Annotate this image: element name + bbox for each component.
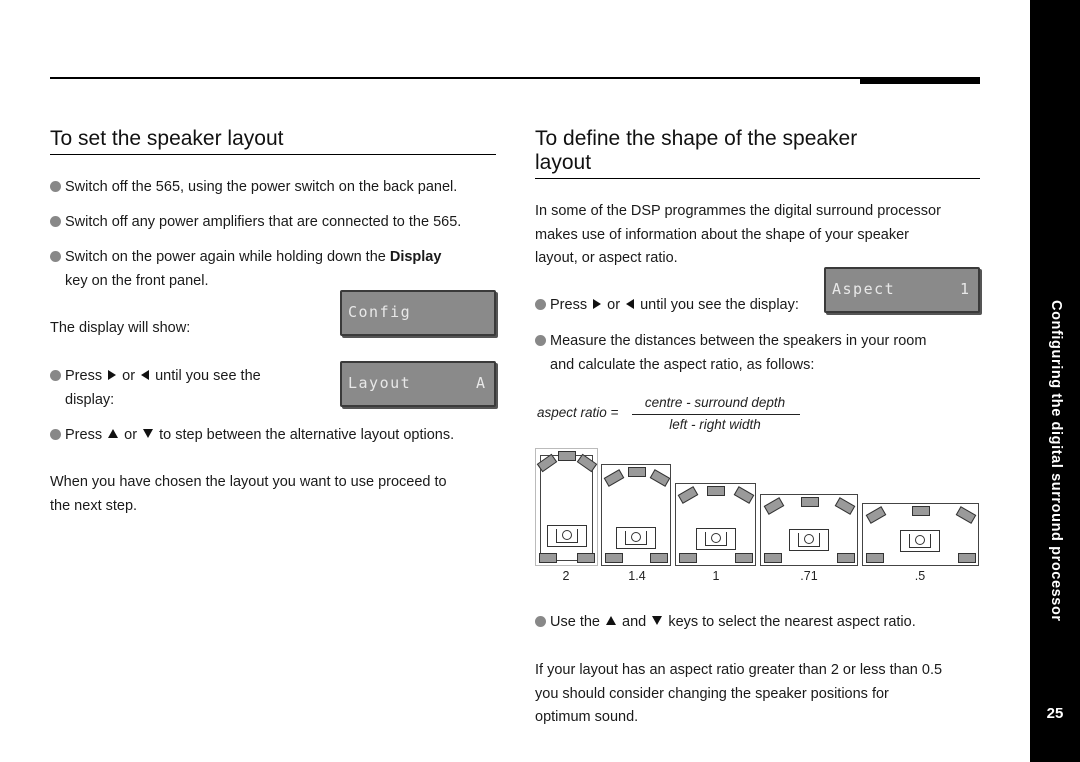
front-right-speaker bbox=[650, 469, 671, 487]
lcd-layout-display: Layout A bbox=[340, 361, 496, 407]
ratio-label: .5 bbox=[914, 569, 926, 583]
left-heading: To set the speaker layout bbox=[50, 127, 284, 150]
ratio-label: .71 bbox=[800, 569, 818, 583]
lcd-config-display: Config bbox=[340, 290, 496, 336]
bullet-icon bbox=[50, 429, 61, 440]
room-ratio-0-5 bbox=[862, 503, 979, 566]
right-heading-rule bbox=[535, 178, 980, 179]
step-press-aspect: Press or until you see the display: bbox=[535, 294, 799, 318]
surround-right-speaker bbox=[650, 553, 668, 563]
front-right-speaker bbox=[835, 497, 856, 515]
listener-seat bbox=[616, 527, 656, 549]
step-use-keys: Use the and keys to select the nearest aspect ratio. bbox=[535, 611, 916, 635]
centre-speaker bbox=[558, 451, 576, 461]
surround-left-speaker bbox=[679, 553, 697, 563]
lcd-aspect-display: Aspect 1 bbox=[824, 267, 980, 313]
listener-seat bbox=[547, 525, 587, 547]
up-arrow-icon bbox=[606, 616, 616, 625]
top-rule bbox=[50, 77, 980, 79]
step-press-layout: Press or until you see the display: bbox=[50, 365, 330, 412]
formula-denominator: left - right width bbox=[669, 417, 761, 432]
right-heading: To define the shape of the speaker layout bbox=[535, 127, 858, 174]
page-number: 25 bbox=[1046, 705, 1064, 722]
bullet-icon bbox=[50, 370, 61, 381]
right-arrow-icon bbox=[108, 370, 116, 380]
room-ratio-1 bbox=[675, 483, 756, 566]
surround-left-speaker bbox=[539, 553, 557, 563]
front-right-speaker bbox=[956, 506, 977, 524]
listener-seat bbox=[696, 528, 736, 550]
step-press-up-down: Press or to step between the alternative layout options. bbox=[50, 424, 454, 448]
room-ratio-2 bbox=[535, 448, 598, 566]
step-switch-off-amps: Switch off any power amplifiers that are connected to the 565. bbox=[50, 211, 461, 235]
listener-seat bbox=[789, 529, 829, 551]
ratio-label: 1 bbox=[712, 569, 720, 583]
room-ratio-1-4 bbox=[601, 464, 671, 566]
front-left-speaker bbox=[866, 506, 887, 524]
display-will-show: The display will show: bbox=[50, 320, 191, 336]
down-arrow-icon bbox=[143, 429, 153, 438]
surround-right-speaker bbox=[958, 553, 976, 563]
surround-right-speaker bbox=[837, 553, 855, 563]
step-switch-off-565: Switch off the 565, using the power switch on the back panel. bbox=[50, 176, 457, 200]
surround-right-speaker bbox=[735, 553, 753, 563]
right-arrow-icon bbox=[593, 299, 601, 309]
bullet-icon bbox=[50, 216, 61, 227]
left-arrow-icon bbox=[626, 299, 634, 309]
bullet-icon bbox=[535, 299, 546, 310]
surround-left-speaker bbox=[764, 553, 782, 563]
surround-left-speaker bbox=[605, 553, 623, 563]
centre-speaker bbox=[628, 467, 646, 477]
bullet-icon bbox=[535, 335, 546, 346]
bullet-icon bbox=[50, 251, 61, 262]
left-closing-paragraph: When you have chosen the layout you want to use proceed to the next step. bbox=[50, 474, 447, 514]
left-arrow-icon bbox=[141, 370, 149, 380]
bullet-icon bbox=[535, 616, 546, 627]
formula-lhs: aspect ratio = bbox=[537, 405, 619, 420]
front-right-speaker bbox=[734, 486, 755, 504]
left-heading-rule bbox=[50, 154, 496, 155]
surround-left-speaker bbox=[866, 553, 884, 563]
down-arrow-icon bbox=[652, 616, 662, 625]
step-measure: Measure the distances between the speakers in your room and calculate the aspect ratio, as follows: bbox=[535, 330, 926, 377]
bullet-icon bbox=[50, 181, 61, 192]
centre-speaker bbox=[801, 497, 819, 507]
step-power-on: Switch on the power again while holding down the Display key on the front panel. bbox=[50, 246, 490, 293]
aspect-warning: If your layout has an aspect ratio greater than 2 or less than 0.5 you should consider changing the speaker positions for optimum sound. bbox=[535, 662, 943, 725]
up-arrow-icon bbox=[108, 429, 118, 438]
front-left-speaker bbox=[764, 497, 785, 515]
surround-right-speaker bbox=[577, 553, 595, 563]
section-title: Configuring the digital surround processor bbox=[1048, 300, 1064, 622]
listener-seat bbox=[900, 530, 940, 552]
top-rule-accent bbox=[860, 77, 980, 84]
formula-fraction-bar bbox=[632, 414, 800, 415]
aspect-intro: In some of the DSP programmes the digital surround processor makes use of information about the shape of your speaker layout, or aspect ratio. bbox=[535, 203, 941, 266]
front-left-speaker bbox=[604, 469, 625, 487]
formula-numerator: centre - surround depth bbox=[644, 395, 786, 410]
ratio-label: 2 bbox=[562, 569, 570, 583]
ratio-label: 1.4 bbox=[628, 569, 646, 583]
centre-speaker bbox=[707, 486, 725, 496]
front-left-speaker bbox=[678, 486, 699, 504]
centre-speaker bbox=[912, 506, 930, 516]
room-ratio-0-71 bbox=[760, 494, 858, 566]
